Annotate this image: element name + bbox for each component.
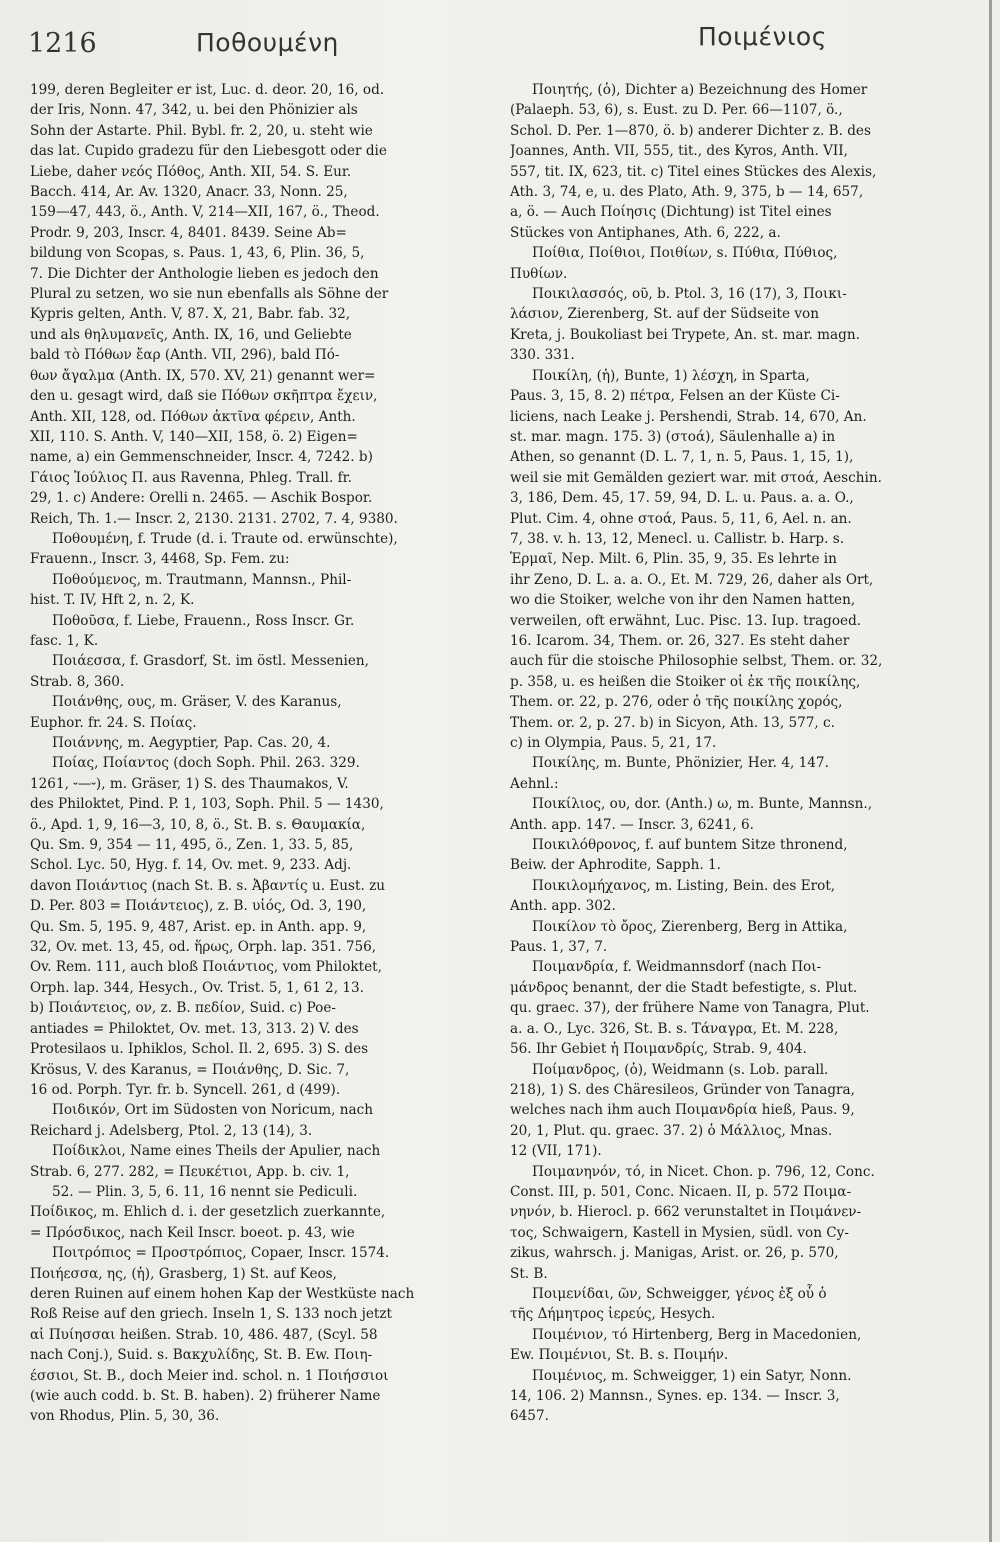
- text-line: deren Ruinen auf einem hohen Kap der Westküste nach: [30, 1285, 415, 1302]
- left-column: [30, 80, 487, 1427]
- text-line: Γάιος Ἰούλιος Π. aus Ravenna, Phleg. Trall. fr.: [30, 469, 352, 486]
- text-line: 12 (VII, 171).: [510, 1143, 602, 1160]
- text-line: Ποθουμένη, f. Trude (d. i. Traute od. erwünschte),: [52, 530, 398, 547]
- text-line: Schol. D. Per. 1—870, ö. b) anderer Dichter z. B. des: [510, 122, 871, 139]
- text-line: Ποιήεσσα, ης, (ἡ), Grasberg, 1) St. auf Keos,: [30, 1265, 337, 1282]
- text-line: XII, 110. S. Anth. V, 140—XII, 158, ö. 2) Eigen=: [30, 428, 358, 445]
- text-line: Paus. 3, 15, 8. 2) πέτρα, Felsen an der Küste Ci-: [510, 388, 840, 405]
- text-line: Ew. Ποιμένιοι, St. B. s. Ποιμήν.: [510, 1347, 729, 1364]
- text-line: 52. — Plin. 3, 5, 6. 11, 16 nennt sie Pediculi.: [52, 1183, 358, 1200]
- text-line: Ποίμανδρος, (ὁ), Weidmann (s. Lob. parall.: [532, 1061, 829, 1078]
- text-line: (wie auch codd. b. St. B. haben). 2) früherer Name: [30, 1388, 381, 1404]
- text-line: hist. T. IV, Hft 2, n. 2, K.: [30, 592, 195, 609]
- text-line: Anth. XII, 128, od. Πόθων ἀκτῖνα φέρειν, Anth.: [30, 408, 356, 425]
- text-line: Orph. lap. 344, Hesych., Ov. Trist. 5, 1, 61 2, 13.: [30, 979, 364, 996]
- text-line: b) Ποιάντειος, ον, z. B. πεδίον, Suid. c) Poe-: [30, 1000, 336, 1017]
- text-line: Ποιδικόν, Ort im Südosten von Noricum, nach: [52, 1102, 373, 1119]
- text-line: 199, deren Begleiter er ist, Luc. d. deor. 20, 16, od.: [30, 82, 385, 98]
- text-line: Ποιάεσσα, f. Grasdorf, St. im östl. Messenien,: [52, 653, 369, 670]
- text-line: a. a. O., Lyc. 326, St. B. s. Τάναγρα, Et. M. 228,: [510, 1020, 839, 1037]
- text-line: 3, 186, Dem. 45, 17. 59, 94, D. L. u. Paus. a. a. O.,: [510, 490, 854, 507]
- text-line: (Palaeph. 53, 6), s. Eust. zu D. Per. 66—1107, ö.,: [510, 102, 843, 119]
- text-line: 32, Ov. met. 13, 45, od. ἥρως, Orph. lap. 351. 756,: [30, 939, 377, 956]
- text-line: Ποιητής, (ὁ), Dichter a) Bezeichnung des Homer: [532, 82, 868, 98]
- text-line: Ποικιλομήχανος, m. Listing, Bein. des Erot,: [532, 877, 836, 894]
- text-line: Ποίας, Ποίαντος (doch Soph. Phil. 263. 329.: [52, 755, 360, 772]
- text-line: Ποίδικος, m. Ehlich d. i. der gesetzlich zuerkannte,: [30, 1204, 386, 1221]
- text-line: fasc. 1, K.: [30, 632, 99, 649]
- text-line: Ποίδικλοι, Name eines Theils der Apulier, nach: [52, 1143, 381, 1160]
- text-line: Bacch. 414, Ar. Av. 1320, Anacr. 33, Nonn. 25,: [30, 184, 348, 201]
- text-line: qu. graec. 37), der frühere Name von Tanagra, Plut.: [510, 1000, 870, 1017]
- text-line: 330. 331.: [510, 347, 575, 364]
- text-line: 20, 1, Plut. qu. graec. 37. 2) ὁ Μάλλιος, Mnas.: [510, 1122, 833, 1139]
- text-line: st. mar. magn. 175. 3) (στοά), Säulenhalle a) in: [510, 428, 836, 445]
- text-line: St. B.: [510, 1265, 548, 1282]
- text-line: Ποιτρόπιος = Προστρόπιος, Copaer, Inscr. 1574.: [52, 1245, 390, 1262]
- text-line: Const. III, p. 501, Conc. Nicaen. II, p. 572 Ποιμα-: [510, 1183, 852, 1200]
- text-line: τος, Schwaigern, Kastell in Mysien, südl. von Cy-: [510, 1224, 849, 1241]
- text-line: Roß Reise auf den griech. Inseln 1, S. 133 noch jetzt: [30, 1306, 392, 1323]
- text-line: 14, 106. 2) Mannsn., Synes. ep. 134. — Inscr. 3,: [510, 1388, 840, 1404]
- text-line: Plut. Cim. 4, ohne στοά, Paus. 5, 11, 6, Ael. n. an.: [510, 510, 852, 527]
- text-line: verweilen, oft erwähnt, Luc. Pisc. 13. Iup. tragoed.: [510, 612, 862, 629]
- page-binding-edge: [989, 0, 992, 1542]
- text-line: bildung von Scopas, s. Paus. 1, 43, 6, Plin. 36, 5,: [30, 245, 365, 262]
- text-line: D. Per. 803 = Ποιάντειος), z. B. υἱός, Od. 3, 190,: [30, 898, 367, 915]
- text-line: Ποιμένιον, τό Hirtenberg, Berg in Macedonien,: [532, 1326, 862, 1343]
- text-line: Prodr. 9, 203, Inscr. 4, 8401. 8439. Seine Ab=: [30, 224, 347, 241]
- text-line: Anth. app. 147. — Inscr. 3, 6241, 6.: [510, 816, 754, 833]
- text-line: Ποικιλόθρονος, f. auf buntem Sitze thronend,: [532, 837, 848, 854]
- text-line: 16 od. Porph. Tyr. fr. b. Syncell. 261, d (499).: [30, 1081, 341, 1098]
- text-line: Sohn der Astarte. Phil. Bybl. fr. 2, 20, u. steht wie: [30, 122, 373, 139]
- text-line: Ποιμανδρία, f. Weidmannsdorf (nach Ποι-: [532, 959, 822, 976]
- text-line: p. 358, u. es heißen die Stoiker οἱ ἐκ τῆς ποικίλης,: [510, 673, 861, 690]
- text-line: Ποικίλον τὸ ὄρος, Zierenberg, Berg in Attika,: [532, 918, 848, 935]
- text-line: und als θηλυμανεῖς, Anth. IX, 16, und Geliebte: [30, 326, 352, 343]
- text-line: Ποιμενίδαι, ῶν, Schweigger, γένος ἐξ οὗ ὁ: [532, 1285, 827, 1302]
- text-line: Ποιμένιος, m. Schweigger, 1) ein Satyr, Nonn.: [532, 1367, 852, 1384]
- text-line: έσσιοι, St. B., doch Meier ind. schol. n. 1 Ποιήσσιοι: [30, 1367, 389, 1384]
- text-line: bald τὸ Πόθων ἔαρ (Anth. VII, 296), bald Πό-: [30, 347, 340, 364]
- text-line: ihr Zeno, D. L. a. a. O., Et. M. 729, 26, daher als Ort,: [510, 571, 874, 588]
- text-line: 29, 1. c) Andere: Orelli n. 2465. — Aschik Bospor.: [30, 490, 373, 507]
- text-line: Frauenn., Inscr. 3, 4468, Sp. Fem. zu:: [30, 551, 290, 568]
- text-line: Ποιάννης, m. Aegyptier, Pap. Cas. 20, 4.: [52, 735, 331, 751]
- text-line: Them. or. 2, p. 27. b) in Sicyon, Ath. 13, 577, c.: [510, 714, 835, 731]
- text-line: von Rhodus, Plin. 5, 30, 36.: [30, 1408, 220, 1425]
- text-line: 16. Icarom. 34, Them. or. 26, 327. Es steht daher: [510, 632, 850, 649]
- text-line: Ποιάνθης, ους, m. Gräser, V. des Karanus,: [52, 694, 342, 711]
- text-line: Aehnl.:: [510, 775, 559, 792]
- text-line: Qu. Sm. 9, 354 — 11, 495, ö., Zen. 1, 33. 5, 85,: [30, 837, 354, 854]
- right-column: [510, 80, 970, 1427]
- text-line: Ἑρμαῖ, Nep. Milt. 6, Plin. 35, 9, 35. Es lehrte in: [510, 551, 837, 568]
- running-head-right: Ποιμένιος: [698, 22, 827, 51]
- text-line: λάσιον, Zierenberg, St. auf der Südseite von: [510, 306, 819, 323]
- text-line: μάνδρος benannt, der die Stadt befestigte, s. Plut.: [510, 979, 858, 996]
- text-line: Athen, so genannt (D. L. 7, 1, n. 5, Paus. 1, 15, 1),: [510, 449, 854, 466]
- text-line: Liebe, daher νεός Πόθος, Anth. XII, 54. S. Eur.: [30, 163, 352, 180]
- text-line: Ποικίλη, (ἡ), Bunte, 1) λέσχη, in Sparta,: [532, 367, 810, 384]
- text-line: den u. gesagt wird, daß sie Πόθων σκῆπτρα ἔχειν,: [30, 388, 378, 405]
- text-line: nach Conj.), Suid. s. Βακχυλίδης, St. B. Ew. Ποιη-: [30, 1347, 373, 1364]
- text-line: τῆς Δήμητρος ἱερεύς, Hesych.: [510, 1306, 716, 1323]
- text-line: zikus, wahrsch. j. Manigas, Arist. or. 26, p. 570,: [510, 1245, 839, 1262]
- text-line: Qu. Sm. 5, 195. 9, 487, Arist. ep. in Anth. app. 9,: [30, 918, 367, 935]
- text-line: Ποικίλιος, ου, dor. (Anth.) ω, m. Bunte, Mannsn.,: [532, 796, 873, 813]
- text-line: Plural zu setzen, wo sie nun ebenfalls als Söhne der: [30, 286, 389, 303]
- text-line: des Philoktet, Pind. P. 1, 103, Soph. Phil. 5 — 1430,: [30, 796, 384, 813]
- text-line: Reich, Th. 1.— Inscr. 2, 2130. 2131. 2702, 7. 4, 9380.: [30, 510, 398, 527]
- text-line: 218), 1) S. des Chäresileos, Gründer von Tanagra,: [510, 1081, 855, 1098]
- text-line: Paus. 1, 37, 7.: [510, 939, 608, 956]
- text-line: Protesilaos u. Iphiklos, Schol. Il. 2, 695. 3) S. des: [30, 1041, 369, 1058]
- text-line: αἱ Πυίησσαι heißen. Strab. 10, 486. 487, (Scyl. 58: [30, 1326, 378, 1343]
- text-line: 1261, ⏑—⏑), m. Gräser, 1) S. des Thaumakos, V.: [30, 775, 349, 792]
- text-line: Kreta, j. Boukoliast bei Trypete, An. st. mar. magn.: [510, 326, 860, 343]
- text-line: liciens, nach Leake j. Pershendi, Strab. 14, 670, An.: [510, 408, 867, 425]
- text-line: Joannes, Anth. VII, 555, tit., des Kyros, Anth. VII,: [510, 143, 848, 160]
- text-line: welches nach ihm auch Ποιμανδρία hieß, Paus. 9,: [510, 1102, 855, 1119]
- text-line: Them. or. 22, p. 276, oder ὁ τῆς ποικίλης χορός,: [510, 694, 843, 711]
- text-line: Strab. 8, 360.: [30, 673, 125, 690]
- text-line: 7, 38. v. h. 13, 12, Menecl. u. Callistr. b. Harp. s.: [510, 530, 845, 547]
- text-line: Ποθοῦσα, f. Liebe, Frauenn., Ross Inscr. Gr.: [52, 612, 355, 629]
- text-line: Krösus, V. des Karanus, = Ποιάνθης, D. Sic. 7,: [30, 1061, 350, 1078]
- text-line: νηνόν, b. Hierocl. p. 662 verunstaltet in Ποιμάνεν-: [510, 1204, 862, 1221]
- text-line: der Iris, Nonn. 47, 342, u. bei den Phönizier als: [30, 102, 358, 119]
- text-line: Ποιμανηνόν, τό, in Nicet. Chon. p. 796, 12, Conc.: [532, 1163, 875, 1180]
- text-line: a, ö. — Auch Ποίησις (Dichtung) ist Titel eines: [510, 204, 832, 221]
- text-line: 557, tit. IX, 623, tit. c) Titel eines Stückes des Alexis,: [510, 163, 877, 180]
- text-line: Ov. Rem. 111, auch bloß Ποιάντιος, vom Philoktet,: [30, 959, 382, 976]
- text-line: Ποθούμενος, m. Trautmann, Mannsn., Phil-: [52, 571, 352, 588]
- text-line: ö., Apd. 1, 9, 16—3, 10, 8, ö., St. B. s. Θαυμακία,: [30, 816, 366, 833]
- text-line: Strab. 6, 277. 282, = Πευκέτιοι, App. b. civ. 1,: [30, 1163, 350, 1180]
- text-line: = Πρόσδικος, nach Keil Inscr. boeot. p. 43, wie: [30, 1224, 355, 1241]
- text-line: 7. Die Dichter der Anthologie lieben es jedoch den: [30, 265, 379, 282]
- text-line: Anth. app. 302.: [510, 898, 616, 915]
- text-line: weil sie mit Gemälden geziert war. mit στοά, Aeschin.: [510, 469, 882, 486]
- text-line: Schol. Lyc. 50, Hyg. f. 14, Ov. met. 9, 233. Adj.: [30, 857, 352, 874]
- text-line: 6457.: [510, 1408, 549, 1425]
- text-line: Ποίθια, Ποίθιοι, Ποιθίων, s. Πύθια, Πύθιος,: [532, 245, 838, 262]
- text-line: name, a) ein Gemmenschneider, Inscr. 4, 7242. b): [30, 449, 373, 466]
- text-line: das lat. Cupido gradezu für den Liebesgott oder die: [30, 143, 387, 160]
- text-line: 159—47, 443, ö., Anth. V, 214—XII, 167, ö., Theod.: [30, 204, 380, 221]
- text-line: Ποικίλης, m. Bunte, Phönizier, Her. 4, 147.: [532, 755, 829, 772]
- text-line: Πυθίων.: [510, 265, 568, 282]
- text-line: antiades = Philoktet, Ov. met. 13, 313. 2) V. des: [30, 1020, 359, 1037]
- text-line: Euphor. fr. 24. S. Ποίας.: [30, 714, 197, 731]
- text-line: auch für die stoische Philosophie selbst, Them. or. 32,: [510, 653, 883, 670]
- running-head-left: Ποθουμένη: [196, 28, 339, 57]
- text-line: θων ἄγαλμα (Anth. IX, 570. XV, 21) genannt wer=: [30, 367, 376, 384]
- text-line: wo die Stoiker, welche von ihr den Namen hatten,: [510, 592, 856, 609]
- text-line: Reichard j. Adelsberg, Ptol. 2, 13 (14), 3.: [30, 1122, 313, 1139]
- text-line: Ath. 3, 74, e, u. des Plato, Ath. 9, 375, b — 14, 657,: [510, 184, 864, 201]
- text-line: Kypris gelten, Anth. V, 87. X, 21, Babr. fab. 32,: [30, 306, 351, 323]
- text-line: c) in Olympia, Paus. 5, 21, 17.: [510, 735, 717, 751]
- text-line: Ποικιλασσός, οῦ, b. Ptol. 3, 16 (17), 3, Ποικι-: [532, 286, 847, 303]
- page-number: 1216: [28, 28, 97, 59]
- text-line: davon Ποιάντιος (nach St. B. s. Ἀβαντίς u. Eust. zu: [30, 877, 386, 894]
- text-line: Beiw. der Aphrodite, Sapph. 1.: [510, 857, 721, 874]
- text-line: Stückes von Antiphanes, Ath. 6, 222, a.: [510, 224, 781, 241]
- text-line: 56. Ihr Gebiet ἡ Ποιμανδρίς, Strab. 9, 404.: [510, 1041, 807, 1058]
